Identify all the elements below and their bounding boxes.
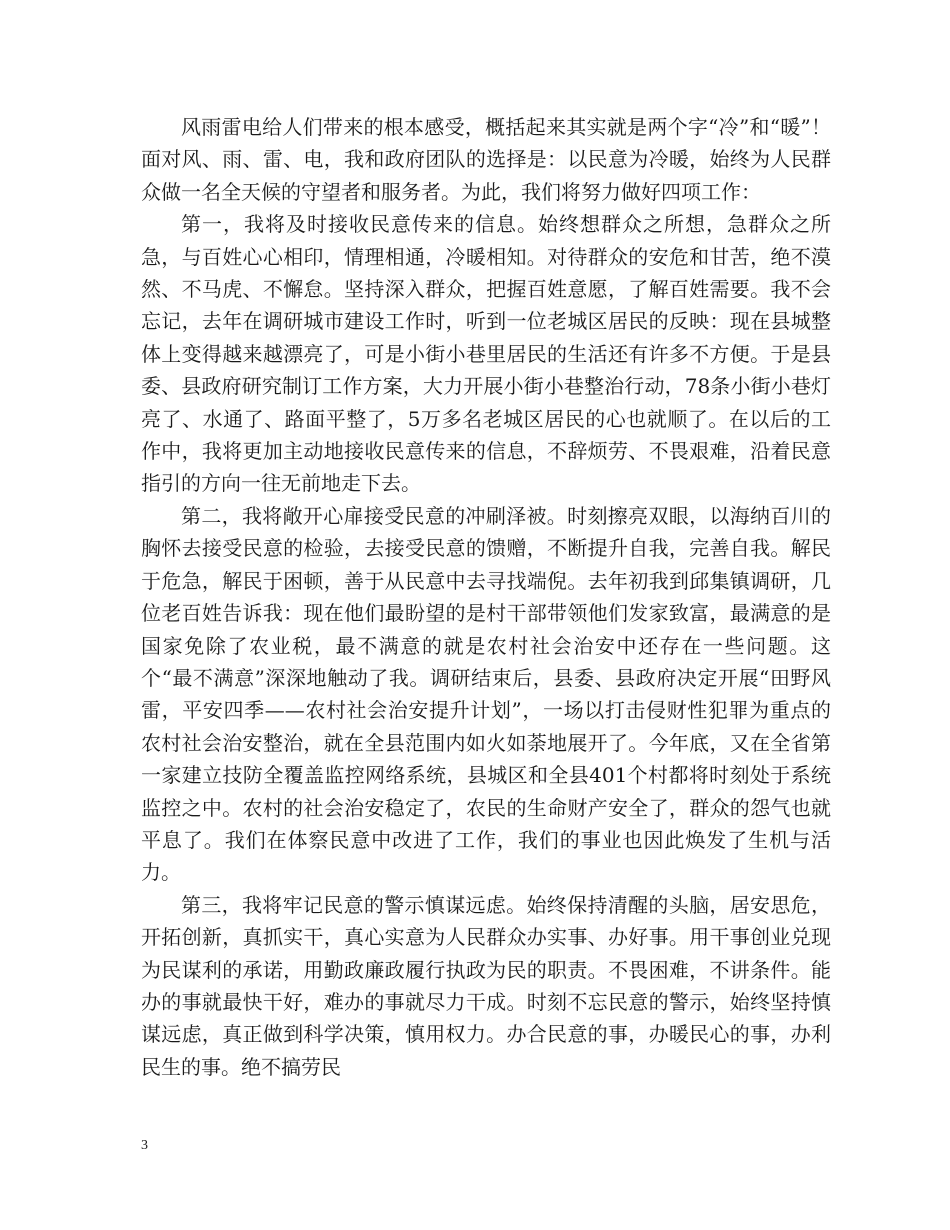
paragraph-first: 第一，我将及时接收民意传来的信息。始终想群众之所想，急群众之所急，与百姓心心相印，情理相通，冷暖相知。对待群众的安危和甘苦，绝不漠然、不马虎、不懈怠。坚持深入群众，把握百姓意愿，了解百姓需要。我不会忘记，去年在调研城市建设工作时，听到一位老城区居民的反映：现在县城整体上变得越来越漂亮了，可是小街小巷里居民的生活还有许多不方便。于是县委、县政府研究制订工作方案，大力开展小街小巷整治行动，78条小街小巷灯亮了、水通了、路面平整了，5万多名老城区居民的心也就顺了。在以后的工作中，我将更加主动地接收民意传来的信息，不辞烦劳、不畏艰难，沿着民意指引的方向一往无前地走下去。 <box>141 212 831 496</box>
body-text <box>141 111 831 1083</box>
paragraph-third: 第三，我将牢记民意的警示慎谋远虑。始终保持清醒的头脑，居安思危，开拓创新，真抓实干，真心实意为人民群众办实事、办好事。用干事创业兑现为民谋利的承诺，用勤政廉政履行执政为民的职责。不畏困难，不讲条件。能办的事就最快干好，难办的事就尽力干成。时刻不忘民意的警示，始终坚持慎谋远虑，真正做到科学决策，慎用权力。办合民意的事，办暖民心的事，办利民生的事。绝不搞劳民 <box>141 892 831 1079</box>
page-number: 3 <box>141 1138 148 1153</box>
paragraph-intro: 风雨雷电给人们带来的根本感受，概括起来其实就是两个字“冷”和“暖”！面对风、雨、雷、电，我和政府团队的选择是：以民意为冷暖，始终为人民群众做一名全天候的守望者和服务者。为此，我们将努力做好四项工作： <box>141 115 831 204</box>
paragraph-second: 第二，我将敞开心扉接受民意的冲刷泽被。时刻擦亮双眼，以海纳百川的胸怀去接受民意的检验，去接受民意的馈赠，不断提升自我，完善自我。解民于危急，解民于困顿，善于从民意中去寻找端倪。去年初我到邱集镇调研，几位老百姓告诉我：现在他们最盼望的是村干部带领他们发家致富，最满意的是国家免除了农业税，最不满意的就是农村社会治安中还存在一些问题。这个“最不满意”深深地触动了我。调研结束后，县委、县政府决定开展“田野风雷，平安四季——农村社会治安提升计划”，一场以打击侵财性犯罪为重点的农村社会治安整治，就在全县范围内如火如荼地展开了。今年底，又在全省第一家建立技防全覆盖监控网络系统，县城区和全县401个村都将时刻处于系统监控之中。农村的社会治安稳定了，农民的生命财产安全了，群众的怨气也就平息了。我们在体察民意中改进了工作，我们的事业也因此焕发了生机与活力。 <box>141 503 831 885</box>
